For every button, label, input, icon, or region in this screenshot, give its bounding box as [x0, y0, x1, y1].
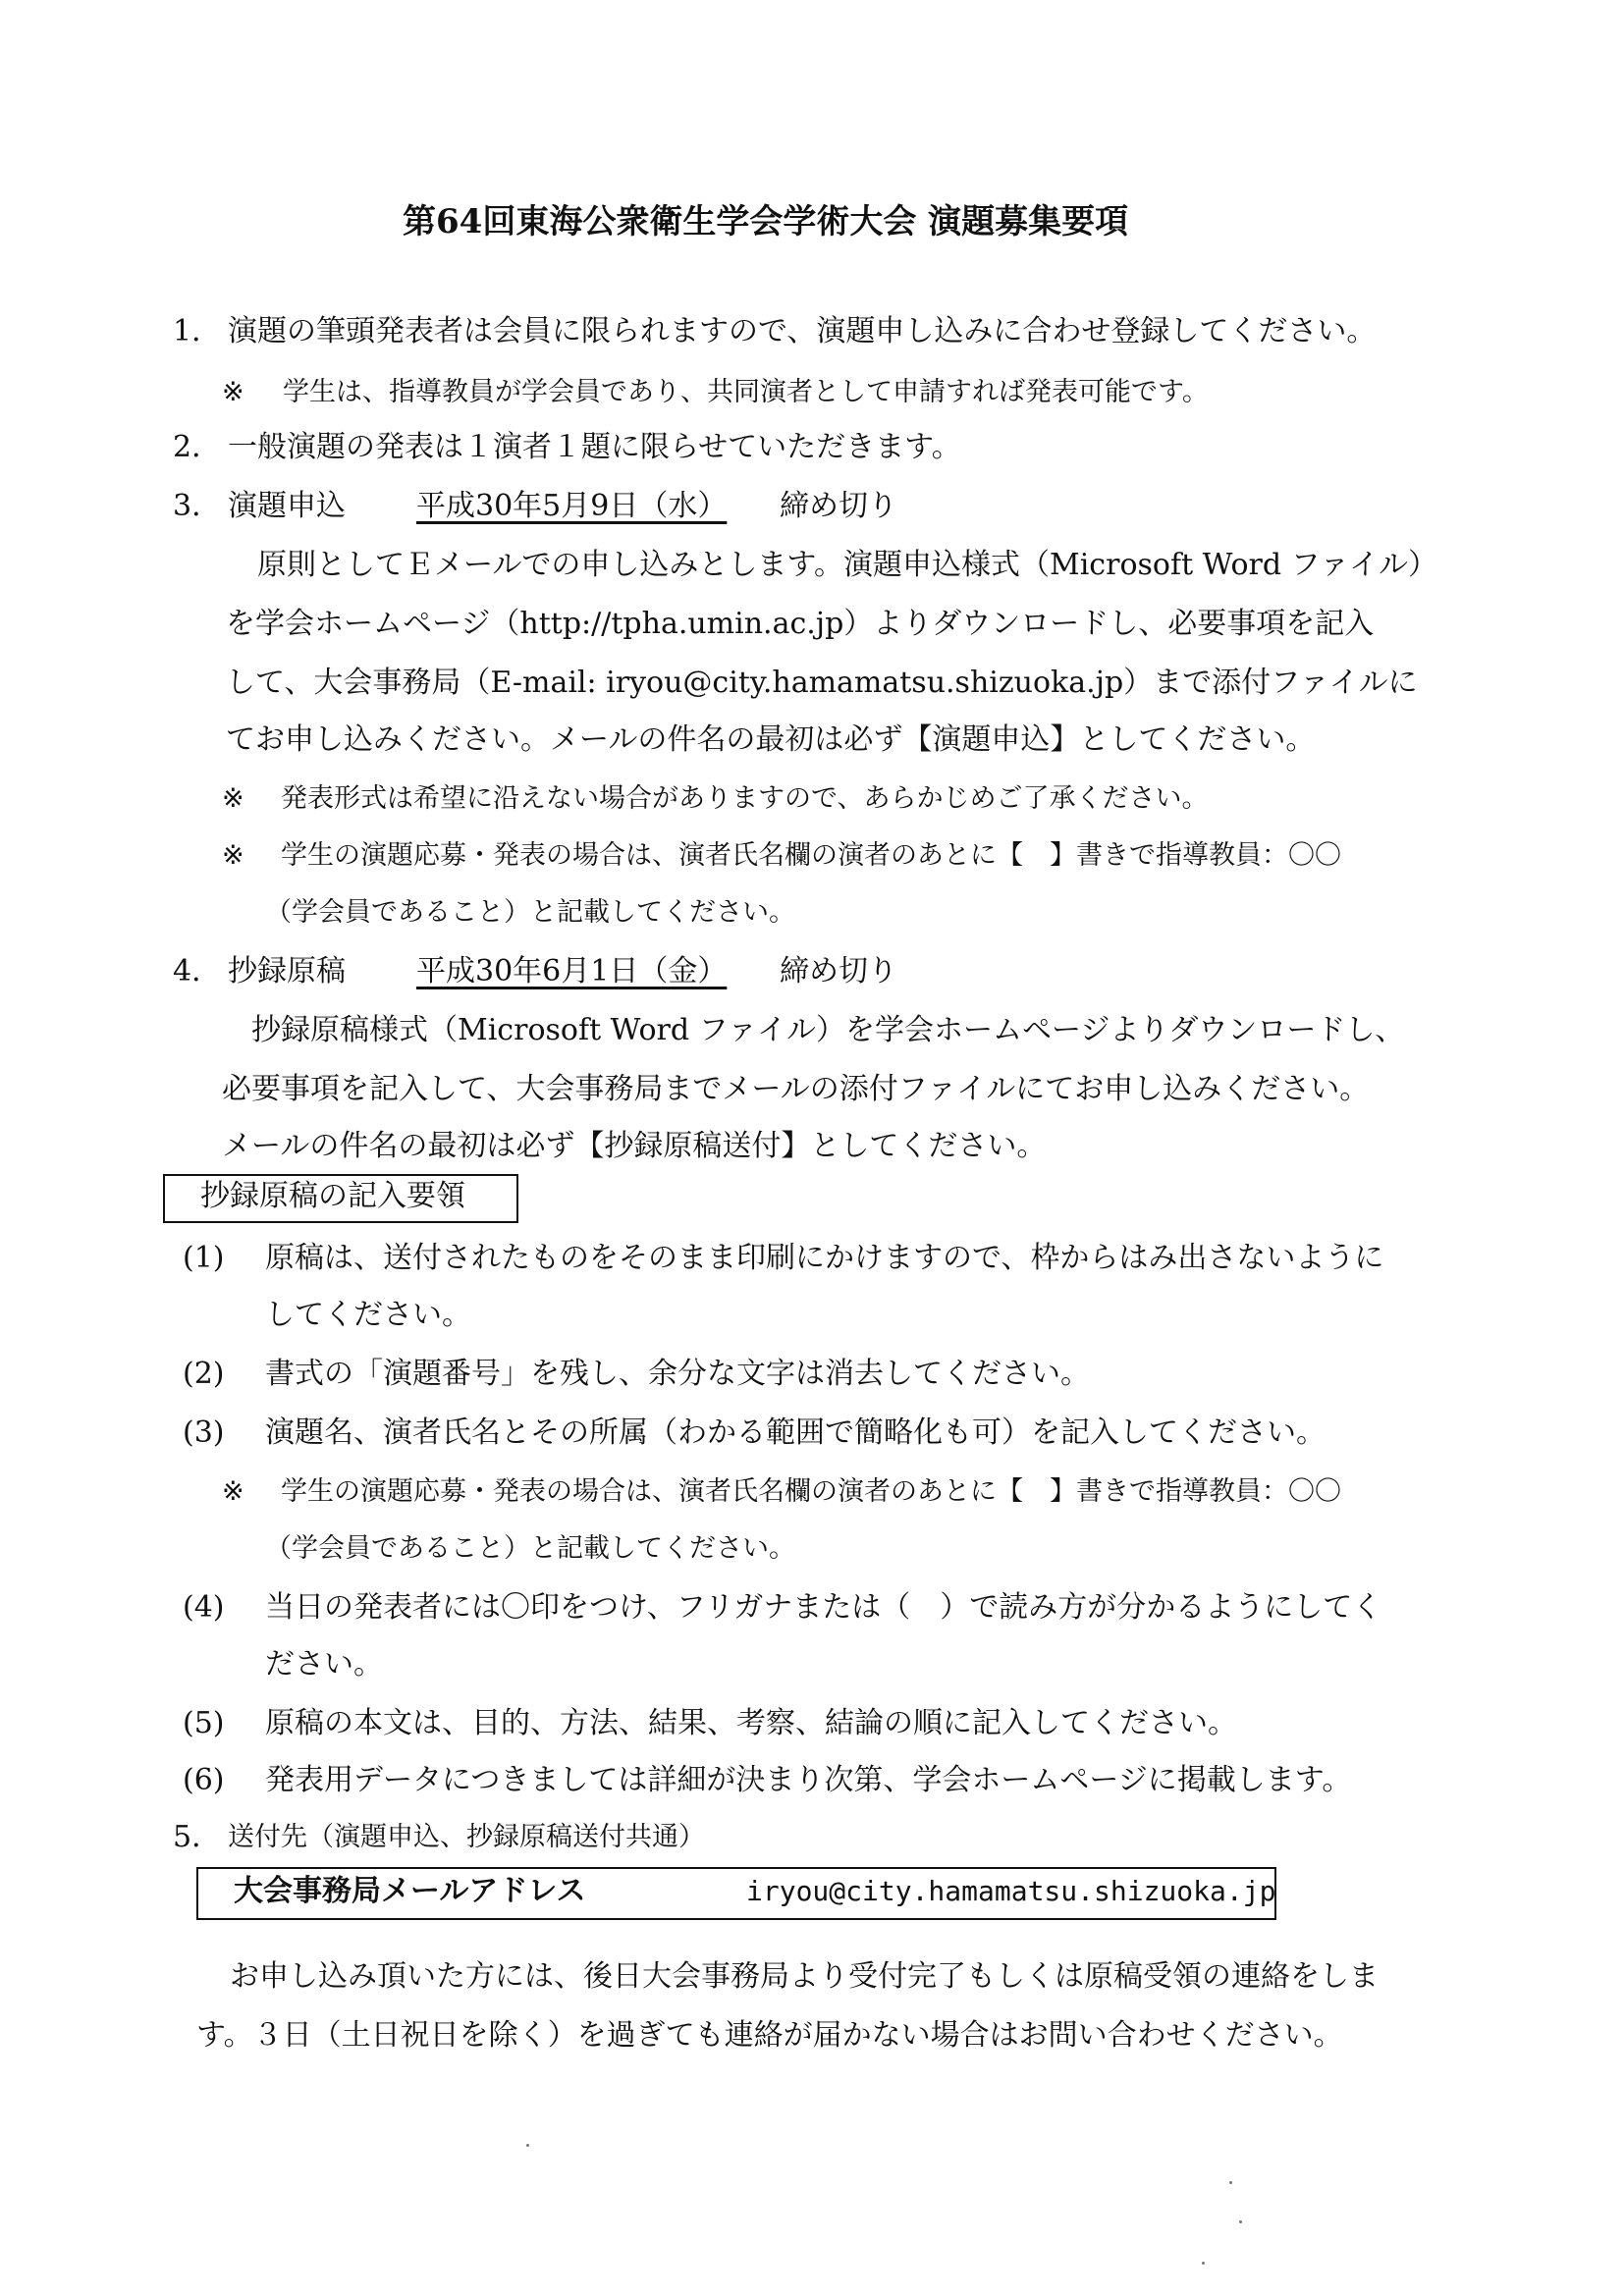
note-text: 学生の演題応募・発表の場合は、演者氏名欄の演者のあとに【 】書きで指導教員：〇〇 [281, 1476, 1341, 1507]
note-text: 学生は、指導教員が学会員であり、共同演者として申請すれば発表可能です。 [283, 377, 1209, 407]
body-line: 抄録原稿様式（Microsoft Word ファイル）を学会ホームページよりダウンロードし、 [251, 1013, 1405, 1047]
deadline-date: 平成30年5月9日（水） [416, 489, 728, 523]
guide-number: (5) [183, 1706, 225, 1740]
guide-text: 当日の発表者には〇印をつけ、フリガナまたは（ ）で読み方が分かるようにしてく [265, 1590, 1382, 1625]
body-line: して、大会事務局（E-mail: iryou@city.hamamatsu.shizuoka.jp）まで添付ファイルに [226, 666, 1418, 700]
guide-number: (3) [183, 1415, 225, 1450]
body-line: メールの件名の最初は必ず【抄録原稿送付】としてください。 [222, 1129, 1047, 1163]
item-label: 演題申込 [228, 489, 346, 523]
item-number: 3． [173, 489, 222, 523]
guide-text: ださい。 [265, 1647, 383, 1682]
note-text: 学生の演題応募・発表の場合は、演者氏名欄の演者のあとに【 】書きで指導教員：〇〇 [281, 840, 1341, 871]
note-mark: ※ [222, 1476, 244, 1507]
item-text: 送付先（演題申込、抄録原稿送付共通） [228, 1822, 705, 1852]
note-text: （学会員であること）と記載してください。 [265, 897, 795, 928]
item-number: 2． [173, 430, 222, 464]
guide-text: 原稿は、送付されたものをそのまま印刷にかけますので、枠からはみ出さないように [265, 1241, 1384, 1275]
item-text: 一般演題の発表は１演者１題に限らせていただきます。 [228, 430, 961, 464]
guide-text: 演題名、演者氏名とその所属（わかる範囲で簡略化も可）を記入してください。 [265, 1415, 1326, 1450]
note-mark: ※ [222, 377, 244, 407]
scan-speck [1202, 2262, 1205, 2265]
note-mark: ※ [222, 783, 244, 814]
guide-heading: 抄録原稿の記入要領 [200, 1179, 465, 1213]
item-label: 抄録原稿 [228, 954, 346, 988]
closing-line: お申し込み頂いた方には、後日大会事務局より受付完了もしくは原稿受領の連絡をしま [230, 1959, 1379, 1994]
item-number: 4． [173, 954, 222, 988]
scan-speck [526, 2144, 529, 2147]
note-mark: ※ [222, 840, 244, 871]
closing-line: す。３日（土日祝日を除く）を過ぎても連絡が届かない場合はお問い合わせください。 [196, 2018, 1343, 2053]
deadline-suffix: 締め切り [780, 489, 897, 523]
guide-text: 書式の「演題番号」を残し、余分な文字は消去してください。 [265, 1357, 1090, 1391]
item-number: 1． [173, 314, 222, 348]
note-text: （学会員であること）と記載してください。 [265, 1533, 795, 1564]
body-line: 原則としてＥメールでの申し込みとします。演題申込様式（Microsoft Word ファイル） [257, 548, 1438, 582]
guide-number: (1) [183, 1241, 225, 1275]
address-label: 大会事務局メールアドレス [234, 1874, 586, 1908]
item-number: 5． [173, 1820, 222, 1854]
page-title: 第64回東海公衆衛生学会学術大会 演題募集要項 [403, 202, 1129, 241]
deadline-suffix: 締め切り [780, 954, 897, 988]
guide-text: 発表用データにつきましては詳細が決まり次第、学会ホームページに掲載します。 [265, 1763, 1352, 1797]
body-line: を学会ホームページ（http://tpha.umin.ac.jp）よりダウンロードし、必要事項を記入 [226, 607, 1375, 641]
scan-speck [1239, 2220, 1242, 2223]
note-text: 発表形式は希望に沿えない場合がありますので、あらかじめご了承ください。 [281, 783, 1209, 814]
guide-number: (2) [183, 1357, 225, 1391]
body-line: てお申し込みください。メールの件名の最初は必ず【演題申込】としてください。 [226, 722, 1316, 757]
guide-number: (4) [183, 1590, 225, 1625]
body-line: 必要事項を記入して、大会事務局までメールの添付ファイルにてお申し込みください。 [222, 1072, 1370, 1106]
guide-number: (6) [183, 1763, 225, 1797]
deadline-date: 平成30年6月1日（金） [416, 954, 728, 988]
item-text: 演題の筆頭発表者は会員に限られますので、演題申し込みに合わせ登録してください。 [228, 314, 1377, 348]
address-email: iryou@city.hamamatsu.shizuoka.jp [746, 1875, 1276, 1907]
scan-speck [1229, 2181, 1232, 2184]
guide-text: してください。 [265, 1298, 471, 1332]
guide-text: 原稿の本文は、目的、方法、結果、考察、結論の順に記入してください。 [265, 1706, 1237, 1740]
